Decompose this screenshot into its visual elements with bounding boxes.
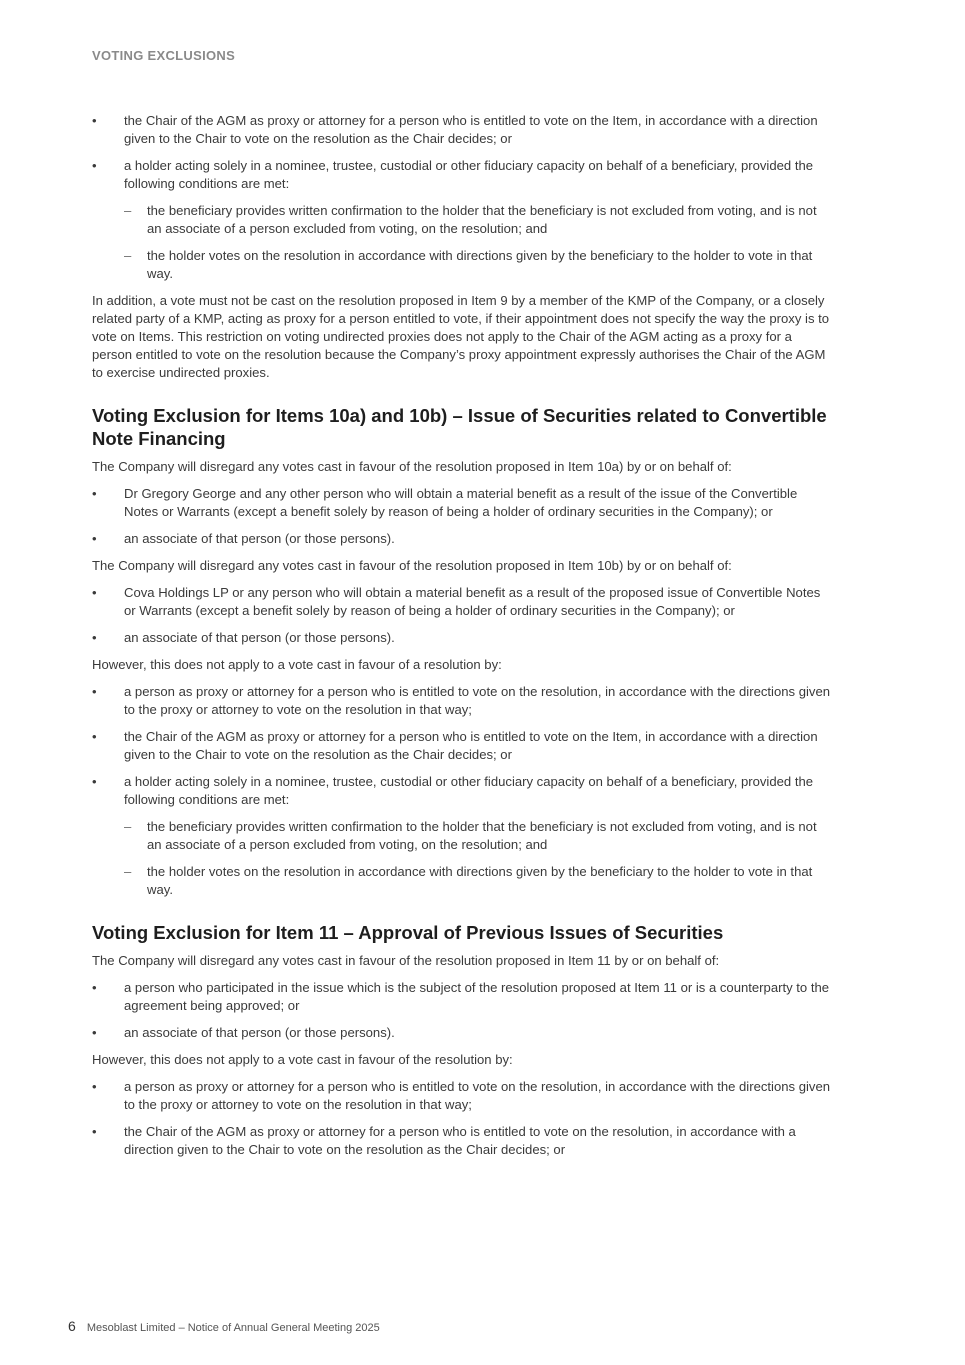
page-number: 6 <box>68 1318 76 1334</box>
section-heading: Voting Exclusion for Item 11 – Approval of Previous Issues of Securities <box>92 922 724 943</box>
list-item-text: a holder acting solely in a nominee, trustee, custodial or other fiduciary capacity on behalf of a beneficiary, provided the following conditions are met: <box>124 158 814 191</box>
footer-text: Mesoblast Limited – Notice of Annual General Meeting 2025 <box>86 1322 380 1334</box>
page-footer <box>68 1318 380 1334</box>
bullet-list <box>92 485 832 548</box>
list-item: • an associate of that person (or those persons). <box>92 1024 832 1042</box>
paragraph: The Company will disregard any votes cast in favour of the resolution proposed in Item 10a) by or on behalf of: <box>92 459 732 474</box>
list-item: • Cova Holdings LP or any person who will obtain a material benefit as a result of the proposed issue of Convertible Notes or Warrants (except a benefit solely by reason of being a holder of ordinary securities in the Company); or <box>92 584 832 620</box>
list-item <box>92 157 832 283</box>
list-item: • a person as proxy or attorney for a person who is entitled to vote on the resolution, in accordance with the directions given to the proxy or attorney to vote on the resolution in that way; <box>92 1078 832 1114</box>
list-item: • a person who participated in the issue which is the subject of the resolution proposed at Item 11 or is a counterparty to the agreement being approved; or <box>92 979 832 1015</box>
bullet-list <box>92 1078 832 1159</box>
sub-list-item: – the holder votes on the resolution in accordance with directions given by the beneficiary to the holder to vote in that way. <box>124 863 832 899</box>
list-item: • Dr Gregory George and any other person who will obtain a material benefit as a result of the issue of the Convertible Notes or Warrants (except a benefit solely by reason of being a holder of ordinary securities in the Company); or <box>92 485 832 521</box>
sub-list-item: – the beneficiary provides written confirmation to the holder that the beneficiary is not excluded from voting, and is not an associate of a person excluded from voting, on the resolution; and <box>124 202 832 238</box>
list-item: • the Chair of the AGM as proxy or attorney for a person who is entitled to vote on the Item, in accordance with a direction given to the Chair to vote on the resolution as the Chair decides; or <box>92 728 832 764</box>
sub-bullet-list <box>124 818 832 899</box>
bullet-list <box>92 979 832 1042</box>
paragraph: The Company will disregard any votes cast in favour of the resolution proposed in Item 11 by or on behalf of: <box>92 953 720 968</box>
section-header: VOTING EXCLUSIONS <box>92 48 236 63</box>
list-item <box>92 773 832 899</box>
page-content <box>92 112 832 1168</box>
paragraph: However, this does not apply to a vote cast in favour of the resolution by: <box>92 1052 513 1067</box>
bullet-list <box>92 112 832 283</box>
list-item-text: a holder acting solely in a nominee, trustee, custodial or other fiduciary capacity on behalf of a beneficiary, provided the following conditions are met: <box>124 774 814 807</box>
paragraph: The Company will disregard any votes cast in favour of the resolution proposed in Item 10b) by or on behalf of: <box>92 558 732 573</box>
paragraph: In addition, a vote must not be cast on the resolution proposed in Item 9 by a member of the KMP of the Company, or a closely related party of a KMP, acting as proxy for a person entitled to vote, if their appointment does not specify the way the proxy is to vote on Items. This restriction on voting undirected proxies does not apply to the Chair of the AGM acting as a proxy for a person entitled to vote on the resolution because the Company’s proxy appointment expressly authorises the Chair of the AGM to exercise undirected proxies. <box>92 293 830 380</box>
list-item: • the Chair of the AGM as proxy or attorney for a person who is entitled to vote on the resolution, in accordance with a direction given to the Chair to vote on the resolution as the Chair decides; or <box>92 1123 832 1159</box>
sub-bullet-list <box>124 202 832 283</box>
list-item: • the Chair of the AGM as proxy or attorney for a person who is entitled to vote on the Item, in accordance with a direction given to the Chair to vote on the resolution as the Chair decides; or <box>92 112 832 148</box>
bullet-list <box>92 584 832 647</box>
list-item: • an associate of that person (or those persons). <box>92 530 832 548</box>
paragraph: However, this does not apply to a vote cast in favour of a resolution by: <box>92 657 502 672</box>
sub-list-item: – the beneficiary provides written confirmation to the holder that the beneficiary is not excluded from voting, and is not an associate of a person excluded from voting, on the resolution; and <box>124 818 832 854</box>
list-item: • a person as proxy or attorney for a person who is entitled to vote on the resolution, in accordance with the directions given to the proxy or attorney to vote on the resolution in that way; <box>92 683 832 719</box>
section-heading: Voting Exclusion for Items 10a) and 10b) – Issue of Securities related to Convertible Note Financing <box>92 405 827 449</box>
bullet-list <box>92 683 832 899</box>
sub-list-item: – the holder votes on the resolution in accordance with directions given by the beneficiary to the holder to vote in that way. <box>124 247 832 283</box>
list-item: • an associate of that person (or those persons). <box>92 629 832 647</box>
